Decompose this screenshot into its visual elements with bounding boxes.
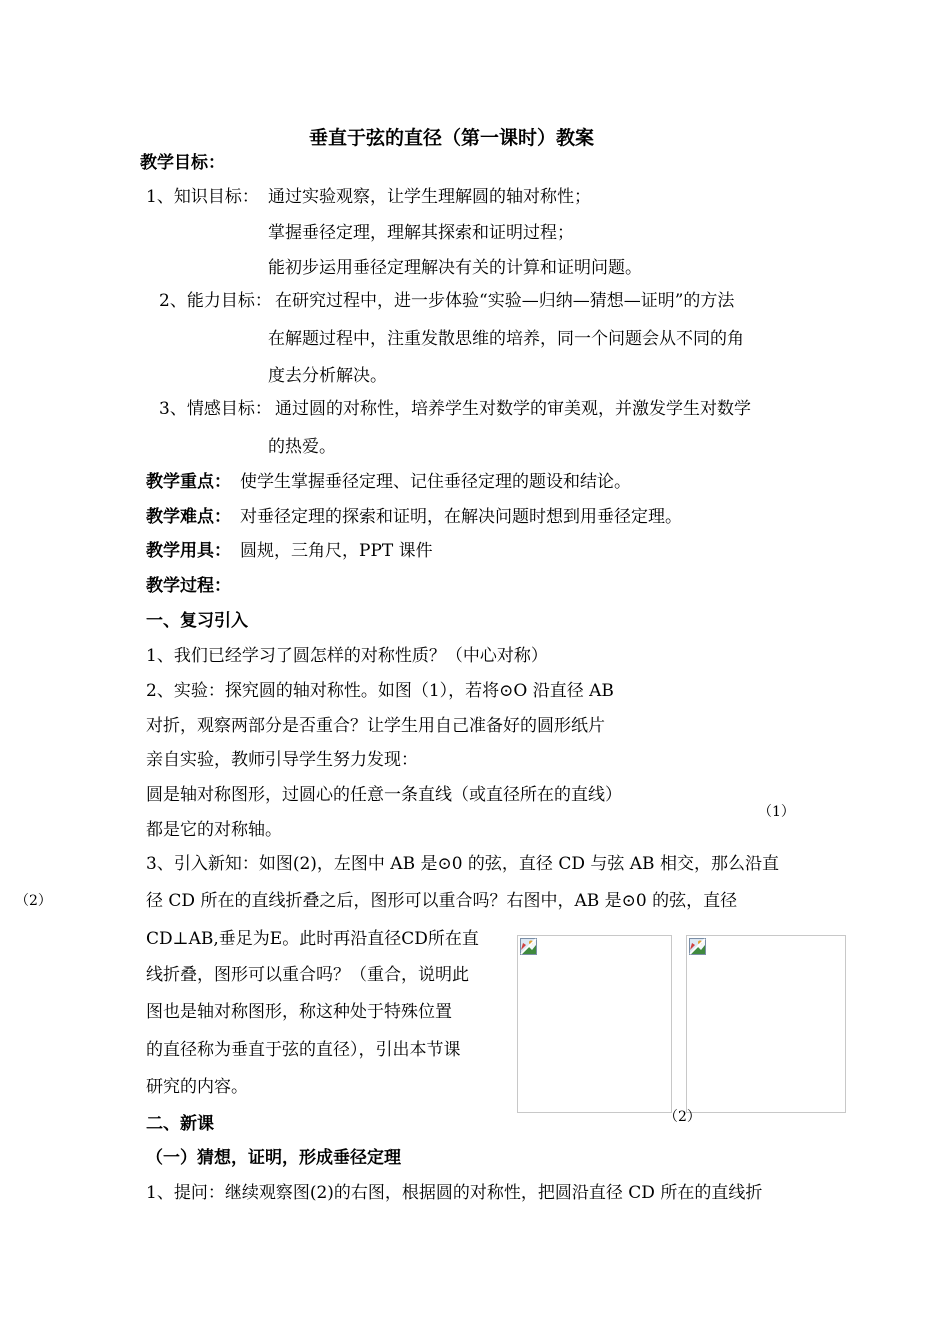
difficulty-text: 对垂径定理的探索和证明，在解决问题时想到用垂径定理。 (240, 507, 682, 527)
ability-line: 在研究过程中，进一步体验“实验—归纳—猜想—证明”的方法 (275, 291, 735, 311)
broken-image-icon (520, 938, 537, 955)
section1-line: 图也是轴对称图形，称这种处于特殊位置 (146, 1002, 452, 1022)
figure-2-right-image (686, 935, 846, 1113)
section1-line: 2、实验：探究圆的轴对称性。如图（1），若将⊙O 沿直径 AB (146, 681, 614, 701)
ability-label: 2、能力目标： (159, 291, 272, 311)
section1-line: 都是它的对称轴。 (146, 820, 282, 840)
emotion-label: 3、情感目标： (159, 399, 272, 419)
figure-2-caption: （2） (664, 1109, 701, 1125)
emotion-line: 通过圆的对称性，培养学生对数学的审美观，并激发学生对数学 (275, 399, 751, 419)
section2-line: 1、提问：继续观察图(2)的右图，根据圆的对称性，把圆沿直径 CD 所在的直线折 (146, 1183, 763, 1203)
section1-line: 线折叠，图形可以重合吗？（重合，说明此 (146, 965, 469, 985)
figure-2-margin-caption: （2） (15, 893, 52, 909)
key-point-text: 使学生掌握垂径定理、记住垂径定理的题设和结论。 (240, 472, 631, 492)
difficulty-label: 教学难点： (146, 507, 231, 527)
tools-text: 圆规，三角尺，PPT 课件 (240, 541, 433, 561)
section2-subheading: （一）猜想，证明，形成垂径定理 (146, 1148, 401, 1168)
section1-line: 径 CD 所在的直线折叠之后，图形可以重合吗？右图中，AB 是⊙0 的弦，直径 (146, 891, 738, 911)
knowledge-line: 掌握垂径定理，理解其探索和证明过程； (268, 223, 574, 243)
knowledge-line: 能初步运用垂径定理解决有关的计算和证明问题。 (268, 258, 642, 278)
knowledge-line: 通过实验观察，让学生理解圆的轴对称性； (268, 187, 591, 207)
process-heading: 教学过程： (146, 576, 231, 596)
section1-line: 对折，观察两部分是否重合？让学生用自己准备好的圆形纸片 (146, 716, 605, 736)
knowledge-label: 1、知识目标： (146, 187, 259, 207)
tools-label: 教学用具： (146, 541, 231, 561)
section1-line: 的直径称为垂直于弦的直径），引出本节课 (146, 1040, 461, 1060)
broken-image-icon (689, 938, 706, 955)
section1-line: 圆是轴对称图形，过圆心的任意一条直线（或直径所在的直线） (146, 785, 622, 805)
figure-2-left-image (517, 935, 672, 1113)
page-title: 垂直于弦的直径（第一课时）教案 (309, 127, 595, 149)
emotion-line: 的热爱。 (268, 437, 336, 457)
section1-line: 1、我们已经学习了圆怎样的对称性质？（中心对称） (146, 646, 548, 666)
ability-line: 在解题过程中，注重发散思维的培养，同一个问题会从不同的角 (268, 329, 744, 349)
section1-line: CD⊥AB,垂足为E。此时再沿直径CD所在直 (146, 929, 479, 949)
section1-line: 3、引入新知：如图(2)，左图中 AB 是⊙0 的弦，直径 CD 与弦 AB 相交，那么沿直 (146, 854, 779, 874)
ability-line: 度去分析解决。 (268, 366, 387, 386)
section2-heading: 二、新课 (146, 1114, 214, 1134)
key-point-label: 教学重点： (146, 472, 231, 492)
section1-line: 研究的内容。 (146, 1077, 248, 1097)
objectives-heading: 教学目标： (140, 153, 225, 173)
figure-1-caption: （1） (758, 804, 795, 820)
section1-line: 亲自实验，教师引导学生努力发现： (146, 750, 418, 770)
section1-heading: 一、复习引入 (146, 611, 248, 631)
